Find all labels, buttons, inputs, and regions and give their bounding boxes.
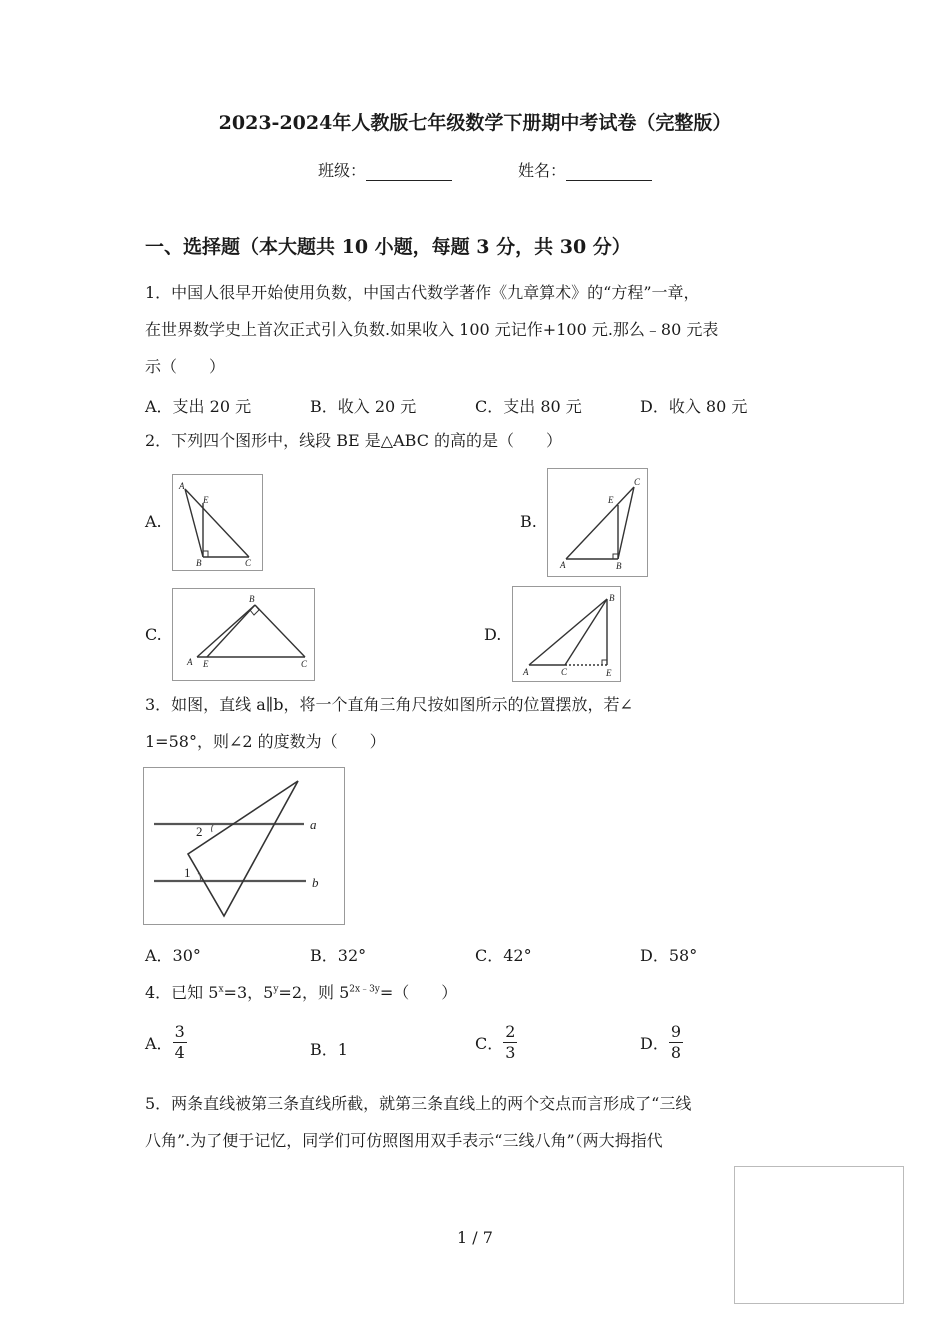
q2-figure-b [547,468,648,577]
q4-c-num: 2 [505,1022,516,1041]
corner-box [734,1166,904,1304]
q2d-label-b: B [609,593,615,603]
q4-d-fraction [669,1022,683,1063]
q2-figure-c [172,588,315,681]
q4-c-den: 3 [505,1043,516,1062]
q2b-label-e: E [608,495,614,505]
q2-figure-a [172,474,263,571]
q3-option-a[interactable]: A．30° [145,946,201,965]
q3-label-line-a: a [310,817,317,832]
q2b-label-a: A [560,560,566,570]
class-blank[interactable] [366,164,452,181]
q2a-label-a: A [179,481,185,491]
q4-a-den: 4 [174,1043,185,1062]
q5-line1: 5．两条直线被第三条直线所截，就第三条直线上的两个交点而言形成了“三线 [145,1094,692,1113]
q2b-label-c: C [634,477,641,487]
q4-exp-y: y [273,984,279,995]
class-label: 班级： [318,161,367,180]
q4-exp-main: 2x﹣3y [349,984,380,995]
q2-figure-d [512,586,621,682]
q3-label-line-b: b [312,875,319,890]
q4-mid1: =3，5 [223,983,274,1002]
q4-d-num: 9 [670,1022,682,1041]
q4-d-den: 8 [670,1043,682,1062]
q4-a-num: 3 [174,1022,185,1041]
q4-pre: 4．已知 5 [145,983,219,1002]
question-3 [145,686,810,760]
q4-b-label: B． [310,1040,338,1059]
q3-figure [143,767,345,925]
name-field [518,158,652,181]
q3-label-angle1: 1 [184,865,191,880]
question-1 [145,274,810,385]
q2a-label-e: E [203,495,209,505]
q3-option-b[interactable]: B．32° [310,946,367,965]
q4-option-d[interactable] [640,1022,683,1063]
q2d-label-a: A [523,667,529,677]
q2-option-a-label[interactable]: A. [145,512,162,531]
q1-option-a[interactable]: A．支出 20 元 [145,397,252,416]
q4-text [145,980,457,1003]
q4-d-label: D． [640,1034,669,1053]
q4-a-label: A． [145,1034,173,1053]
q1-option-c[interactable]: C．支出 80 元 [475,397,582,416]
q1-option-b[interactable]: B．收入 20 元 [310,397,417,416]
q3-option-c[interactable]: C．42° [475,946,532,965]
q3-line2: 1=58°，则∠2 的度数为（ ） [145,732,386,751]
q5-line2: 八角”.为了便于记忆，同学们可仿照图用双手表示“三线八角”（两大拇指代 [145,1131,663,1150]
q2-text: 2．下列四个图形中，线段 BE 是△ABC 的高的是（ ） [145,431,563,450]
q2c-label-c: C [301,659,308,669]
q2d-label-e: E [606,668,612,678]
page-number: 1 / 7 [457,1228,493,1247]
q1-line3: 示（ ） [145,357,226,376]
page-title: 2023-2024年人教版七年级数学下册期中考试卷（完整版） [218,112,732,134]
q3-option-d[interactable]: D．58° [640,946,698,965]
q4-b-value: 1 [337,1040,348,1059]
question-5 [145,1085,810,1159]
q4-option-c[interactable] [475,1022,517,1063]
name-label: 姓名： [518,161,567,180]
q1-option-d[interactable]: D．收入 80 元 [640,397,748,416]
q3-label-angle2: 2 [196,824,203,839]
q4-option-a[interactable] [145,1022,187,1063]
class-field [318,158,452,181]
q4-exp-x: x [218,984,224,995]
q4-mid2: =2，则 5 [278,983,350,1002]
q2-option-d-label[interactable]: D. [484,625,502,644]
q2c-label-e: E [203,659,209,669]
q2d-label-c: C [561,667,568,677]
q4-post: =（ ） [379,983,458,1002]
q1-line2: 在世界数学史上首次正式引入负数.如果收入 100 元记作+100 元.那么﹣80 元表 [145,320,719,339]
q2-option-c-label[interactable]: C. [145,625,162,644]
q2-option-b-label[interactable]: B. [520,512,537,531]
q2c-label-a: A [187,657,193,667]
q4-c-fraction [503,1022,517,1063]
q4-a-fraction [173,1022,187,1063]
q1-line1: 1．中国人很早开始使用负数，中国古代数学著作《九章算术》的“方程”一章， [145,283,700,302]
q2a-label-c: C [245,558,252,568]
q2a-label-b: B [196,558,202,568]
q2b-label-b: B [616,561,622,571]
section-heading: 一、选择题（本大题共 10 小题，每题 3 分，共 30 分） [145,236,631,258]
q4-option-b[interactable] [310,1037,348,1060]
q2c-label-b: B [249,594,255,604]
q4-c-label: C． [475,1034,504,1053]
name-blank[interactable] [566,164,652,181]
q3-line1: 3．如图，直线 a∥b，将一个直角三角尺按如图所示的位置摆放，若∠ [145,695,633,714]
